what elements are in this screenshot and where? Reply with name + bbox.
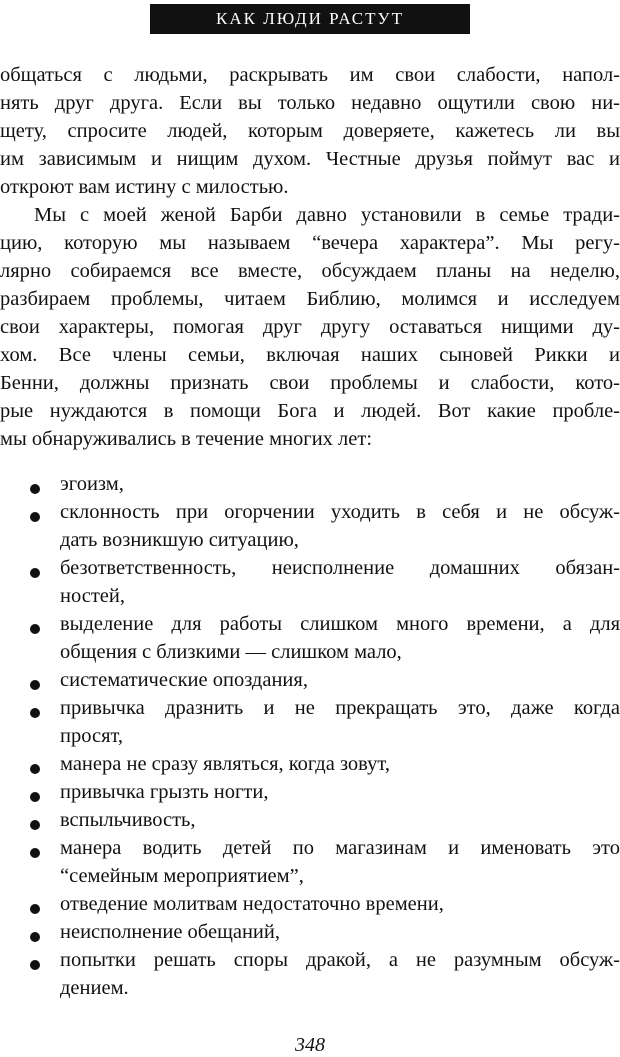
bullet-dot <box>30 708 40 718</box>
paragraph-1-line: им зависимым и нищим духом. Честные друзья поймут вас и <box>0 148 620 170</box>
paragraph-2-line: хом. Все члены семьи, включая наших сыновей Рикки и <box>0 344 620 366</box>
bullet-dot <box>30 960 40 970</box>
bullet-dot <box>30 680 40 690</box>
list-item-continuation: дать возникшую ситуацию, <box>60 529 299 551</box>
paragraph-1-line: общаться с людьми, раскрывать им свои слабости, напол- <box>0 64 620 86</box>
list-item: манера водить детей по магазинам и именовать это <box>60 837 620 859</box>
list-item: выделение для работы слишком много времени, а для <box>60 613 620 635</box>
list-item: вспыльчивость, <box>60 809 196 831</box>
list-item-continuation: общения с близкими — слишком мало, <box>60 641 402 663</box>
list-item: привычка грызть ногти, <box>60 781 269 803</box>
bullet-dot <box>30 848 40 858</box>
paragraph-1-line: нять друг друга. Если вы только недавно ощутили свою ни- <box>0 92 620 114</box>
bullet-dot <box>30 624 40 634</box>
list-item: систематические опоздания, <box>60 669 308 691</box>
bullet-dot <box>30 820 40 830</box>
list-item-continuation: просят, <box>60 725 124 747</box>
paragraph-2-line: разбираем проблемы, читаем Библию, молимся и исследуем <box>0 288 620 310</box>
paragraph-2-line: лярно собираемся все вместе, обсуждаем планы на неделю, <box>0 260 620 282</box>
list-item: манера не сразу являться, когда зовут, <box>60 753 390 775</box>
bullet-dot <box>30 792 40 802</box>
paragraph-1-line: щету, спросите людей, которым доверяете, кажетесь ли вы <box>0 120 620 142</box>
list-item-continuation: ностей, <box>60 585 125 607</box>
list-item: склонность при огорчении уходить в себя и не обсуж- <box>60 501 620 523</box>
paragraph-2-line: мы обнаруживались в течение многих лет: <box>0 428 373 450</box>
running-header: КАК ЛЮДИ РАСТУТ <box>150 4 470 34</box>
paragraph-1-line: откроют вам истину с милостью. <box>0 176 289 198</box>
paragraph-2-line: свои характеры, помогая друг другу оставаться нищими ду- <box>0 316 620 338</box>
paragraph-2-line: Бенни, должны признать свои проблемы и слабости, кото- <box>0 372 620 394</box>
list-item: эгоизм, <box>60 473 124 495</box>
page-number: 348 <box>295 1034 325 1056</box>
list-item: неисполнение обещаний, <box>60 921 280 943</box>
list-item: привычка дразнить и не прекращать это, даже когда <box>60 697 620 719</box>
list-item-continuation: дением. <box>60 977 129 999</box>
bullet-dot <box>30 512 40 522</box>
paragraph-2-line: цию, которую мы называем “вечера характера”. Мы регу- <box>0 232 620 254</box>
paragraph-2-line: Мы с моей женой Барби давно установили в семье тради- <box>34 204 620 226</box>
bullet-dot <box>30 484 40 494</box>
list-item: безответственность, неисполнение домашних обязан- <box>60 557 620 579</box>
list-item-continuation: “семейным мероприятием”, <box>60 865 304 887</box>
list-item: попытки решать споры дракой, а не разумным обсуж- <box>60 949 620 971</box>
bullet-dot <box>30 904 40 914</box>
list-item: отведение молитвам недостаточно времени, <box>60 893 444 915</box>
bullet-dot <box>30 568 40 578</box>
paragraph-2-line: рые нуждаются в помощи Бога и людей. Вот какие пробле- <box>0 400 620 422</box>
bullet-dot <box>30 764 40 774</box>
bullet-dot <box>30 932 40 942</box>
